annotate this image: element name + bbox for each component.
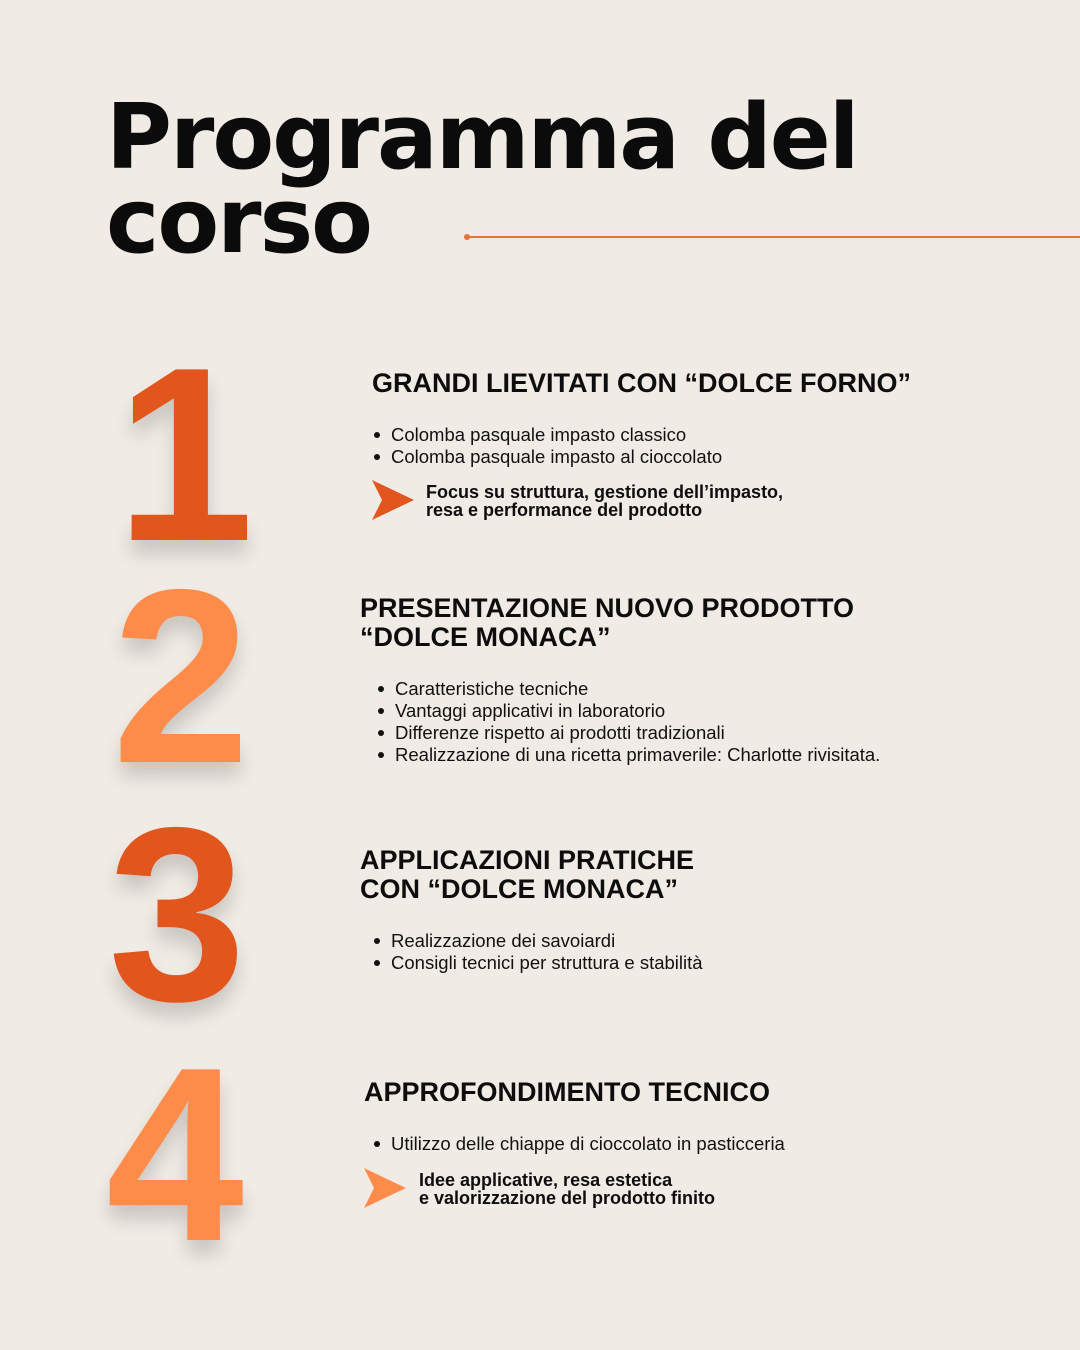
section-title-4 (364, 1078, 770, 1107)
bullet-dot-icon (378, 708, 384, 714)
page-title-line1: Programma del (106, 85, 858, 190)
section-title-3 (360, 846, 694, 904)
list-item (372, 446, 722, 468)
list-item-text: Realizzazione di una ricetta primaverile: Charlotte rivisitata. (395, 744, 881, 765)
list-item-text: Colomba pasquale impasto classico (391, 424, 687, 445)
section-4-note-line1: Idee applicative, resa estetica (419, 1170, 673, 1190)
bullet-dot-icon (374, 960, 380, 966)
page-title (106, 85, 866, 274)
section-number-1: 1 (116, 315, 254, 593)
page-title-line2: corso (106, 169, 371, 274)
section-title-2 (360, 594, 854, 652)
bullet-dot-icon (374, 938, 380, 944)
list-item-text: Colomba pasquale impasto al cioccolato (391, 446, 723, 467)
list-item-text: Utilizzo delle chiappe di cioccolato in pasticceria (391, 1133, 785, 1154)
section-title-1 (372, 369, 911, 398)
arrow-right-icon (370, 478, 414, 522)
bullet-dot-icon (374, 454, 380, 460)
list-item-text: Caratteristiche tecniche (395, 678, 589, 699)
section-1-note (426, 483, 783, 519)
section-number-3: 3 (108, 775, 246, 1053)
title-divider (468, 236, 1080, 238)
section-1-note-line1: Focus su struttura, gestione dell’impasto, (426, 482, 784, 502)
section-title-1-line1: GRANDI LIEVITATI CON “DOLCE FORNO” (372, 368, 911, 398)
bullet-dot-icon (378, 730, 384, 736)
section-title-2-line2: “DOLCE MONACA” (360, 622, 611, 652)
bullet-dot-icon (374, 432, 380, 438)
bullet-dot-icon (374, 1141, 380, 1147)
arrow-right-icon (362, 1166, 406, 1210)
section-4-note (419, 1171, 715, 1207)
section-4-bullets (372, 1133, 785, 1155)
section-1-note-line2: resa e performance del prodotto (426, 500, 703, 520)
section-number-2: 2 (112, 537, 250, 815)
list-item (372, 930, 703, 952)
list-item-text: Realizzazione dei savoiardi (391, 930, 616, 951)
list-item-text: Consigli tecnici per struttura e stabilità (391, 952, 703, 973)
section-title-4-line1: APPROFONDIMENTO TECNICO (364, 1077, 771, 1107)
list-item (372, 1133, 785, 1155)
section-4-note-line2: e valorizzazione del prodotto finito (419, 1188, 716, 1208)
list-item (376, 700, 880, 722)
list-item (376, 678, 880, 700)
section-title-3-line2: CON “DOLCE MONACA” (360, 874, 678, 904)
section-number-4: 4 (106, 1015, 244, 1293)
bullet-dot-icon (378, 686, 384, 692)
list-item (376, 744, 880, 766)
bullet-dot-icon (378, 752, 384, 758)
list-item (372, 952, 703, 974)
section-title-3-line1: APPLICAZIONI PRATICHE (360, 845, 695, 875)
section-1-bullets (372, 424, 722, 468)
section-2-bullets (376, 678, 880, 766)
section-title-2-line1: PRESENTAZIONE NUOVO PRODOTTO (360, 593, 855, 623)
list-item-text: Differenze rispetto ai prodotti tradizionali (395, 722, 725, 743)
list-item-text: Vantaggi applicativi in laboratorio (395, 700, 666, 721)
list-item (376, 722, 880, 744)
section-3-bullets (372, 930, 703, 974)
list-item (372, 424, 722, 446)
